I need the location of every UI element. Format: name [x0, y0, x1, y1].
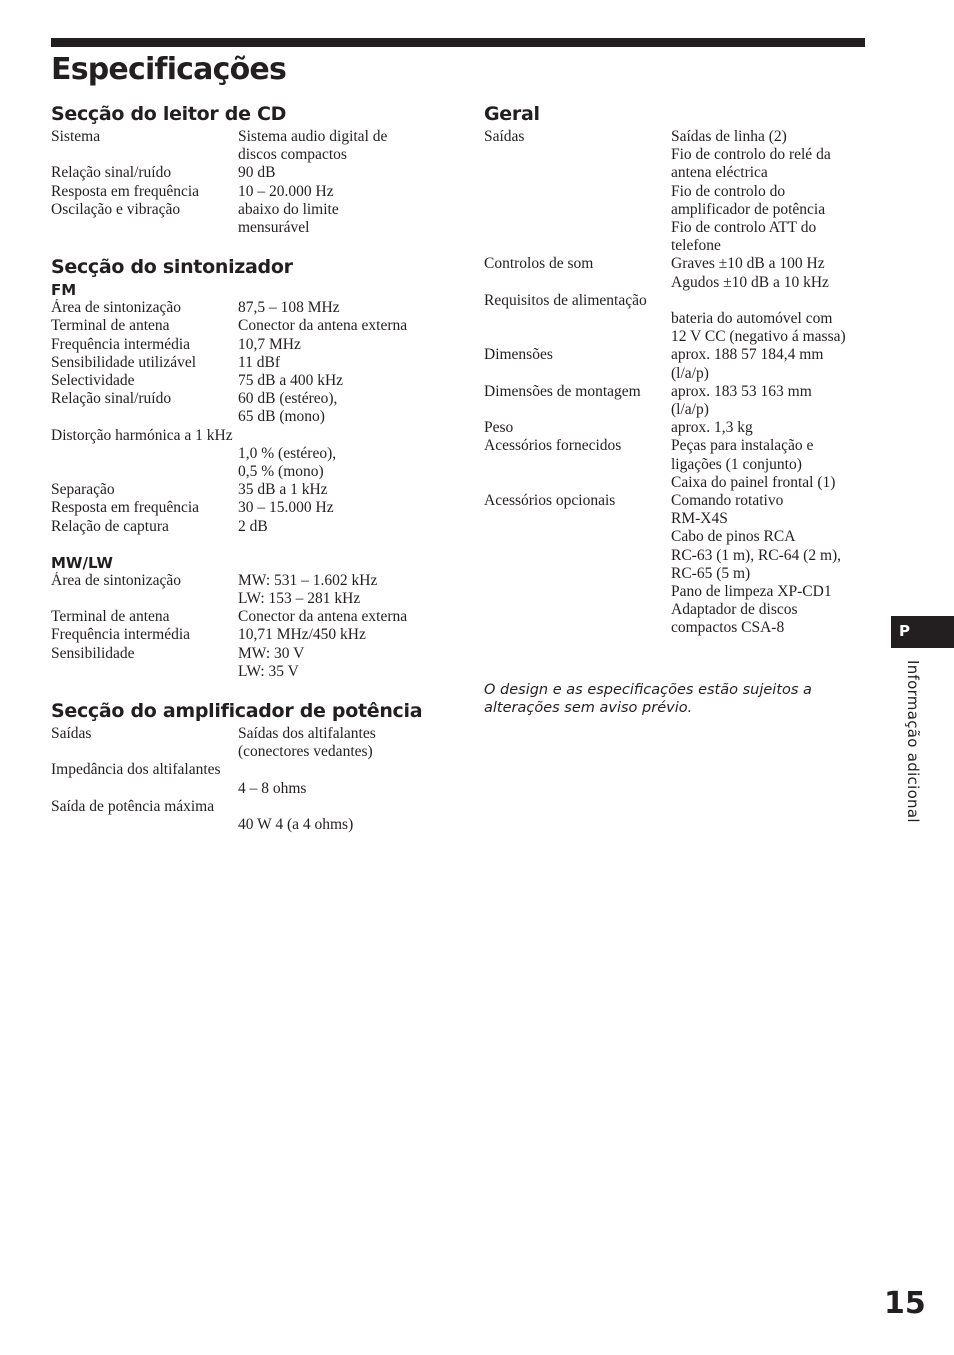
- spec-value-line: MW: 531 – 1.602 kHz: [238, 571, 378, 589]
- spec-value-line: 4 – 8 ohms: [238, 779, 307, 797]
- spec-value-line: RC-65 (5 m): [671, 564, 751, 582]
- spec-value-line: LW: 153 – 281 kHz: [238, 590, 361, 608]
- spec-row: [484, 492, 869, 638]
- spec-value: [238, 183, 451, 201]
- side-section-label-text: Informação adicional: [904, 660, 922, 823]
- spec-label: Frequência intermédia: [51, 335, 191, 353]
- spec-value-line: discos compactos: [238, 146, 347, 164]
- spec-row: [51, 725, 451, 761]
- spec-row: [484, 419, 869, 437]
- spec-row: [51, 518, 451, 536]
- spec-value-line: (l/a/p): [671, 401, 709, 419]
- spec-value-line: 1,0 % (estéreo),: [238, 444, 337, 462]
- spec-label: Saídas: [51, 725, 92, 743]
- spec-row: [51, 372, 451, 390]
- spec-value: [671, 255, 869, 291]
- spec-value-line: aprox. 1,3 kg: [671, 419, 753, 437]
- spec-value-line: 11 dBf: [238, 353, 281, 371]
- spec-value-line: RM-X4S: [671, 510, 728, 528]
- spec-value-line: mensurável: [238, 219, 310, 237]
- spec-label: Dimensões: [484, 346, 553, 364]
- spec-value-line: Cabo de pinos RCA: [671, 528, 796, 546]
- spec-row: [51, 427, 451, 482]
- spec-row: [51, 183, 451, 201]
- spec-value-line: aprox. 188 57 184,4 mm: [671, 346, 824, 364]
- spec-value-line: ligações (1 conjunto): [671, 455, 802, 473]
- spec-row: [51, 354, 451, 372]
- spec-value-line: 75 dB a 400 kHz: [238, 372, 344, 390]
- spec-row: [51, 128, 451, 164]
- spec-label: Oscilação e vibração: [51, 200, 181, 218]
- spec-label: Selectividade: [51, 372, 135, 390]
- spec-row: [51, 201, 451, 237]
- amp-spec-list: [51, 725, 451, 834]
- spec-value-line: 40 W 4 (a 4 ohms): [238, 816, 354, 834]
- spec-row: [484, 292, 869, 347]
- spec-value: [671, 437, 869, 492]
- spec-label: Acessórios fornecidos: [484, 437, 622, 455]
- tuner-section-heading: Secção do sintonizador: [51, 256, 293, 279]
- spec-value-line: 10,7 MHz: [238, 335, 301, 353]
- right-column: [484, 102, 869, 638]
- spec-value: [238, 336, 451, 354]
- spec-value-line: Fio de controlo do: [671, 182, 786, 200]
- spec-row: [51, 761, 451, 797]
- spec-value: [238, 481, 451, 499]
- spec-label: Frequência intermédia: [51, 626, 191, 644]
- spec-label: Saídas: [484, 128, 525, 145]
- spec-row: [51, 608, 451, 626]
- spec-row: [51, 299, 451, 317]
- spec-row: [484, 255, 869, 291]
- spec-value: [238, 780, 451, 798]
- spec-row: [51, 626, 451, 644]
- spec-value: [238, 128, 451, 164]
- spec-value-line: 10 – 20.000 Hz: [238, 182, 334, 200]
- spec-value-line: 12 V CC (negativo á massa): [671, 328, 846, 346]
- spec-label: Terminal de antena: [51, 608, 170, 626]
- spec-value-line: Fio de controlo do relé da: [671, 146, 831, 164]
- page-title: Especificações: [51, 52, 286, 87]
- spec-label: Relação sinal/ruído: [51, 164, 172, 182]
- spec-row: [51, 317, 451, 335]
- spec-row: [484, 346, 869, 382]
- spec-row: [51, 481, 451, 499]
- spec-value-line: (l/a/p): [671, 364, 709, 382]
- top-rule: [51, 38, 865, 47]
- spec-value-line: amplificador de potência: [671, 200, 826, 218]
- spec-value-line: 60 dB (estéreo),: [238, 390, 338, 408]
- spec-row: [51, 798, 451, 834]
- disclaimer-note: O design e as especificações estão sujeitos a alterações sem aviso prévio.: [484, 682, 812, 716]
- spec-value: [238, 317, 451, 335]
- spec-row: [51, 164, 451, 182]
- spec-value-line: Conector da antena externa: [238, 608, 408, 626]
- amp-section-heading: Secção do amplificador de potência: [51, 700, 423, 723]
- spec-value-line: 2 dB: [238, 517, 268, 535]
- spec-label: Resposta em frequência: [51, 499, 200, 517]
- spec-value: [671, 383, 869, 419]
- spec-value: [238, 725, 451, 761]
- spec-value: [238, 390, 451, 426]
- spec-row: [484, 383, 869, 419]
- spec-value: [671, 346, 869, 382]
- spec-value-line: (conectores vedantes): [238, 743, 373, 761]
- spec-value: [671, 492, 869, 638]
- spec-label: Separação: [51, 481, 115, 499]
- spec-value-line: Saídas de linha (2): [671, 128, 787, 145]
- spec-value-line: LW: 35 V: [238, 662, 299, 680]
- spec-value-line: 87,5 – 108 MHz: [238, 299, 340, 317]
- spec-value-line: RC-63 (1 m), RC-64 (2 m),: [671, 546, 842, 564]
- spec-label: Área de sintonização: [51, 571, 181, 589]
- language-tab: [891, 616, 954, 648]
- spec-value: [238, 816, 451, 834]
- spec-label: Saída de potência máxima: [51, 797, 215, 815]
- spec-row: [484, 128, 869, 255]
- general-spec-list: [484, 128, 869, 638]
- page-number: 15: [884, 1286, 926, 1321]
- spec-label: Dimensões de montagem: [484, 382, 641, 400]
- spec-value-line: Peças para instalação e: [671, 437, 814, 455]
- spec-value: [238, 518, 451, 536]
- spec-value: [238, 372, 451, 390]
- cd-section-heading: Secção do leitor de CD: [51, 103, 287, 125]
- spec-row: [51, 336, 451, 354]
- spec-row: [51, 390, 451, 426]
- spec-value-line: 35 dB a 1 kHz: [238, 481, 328, 499]
- spec-value-line: Caixa do painel frontal (1): [671, 473, 836, 491]
- spec-value: [238, 164, 451, 182]
- spec-value-line: 90 dB: [238, 164, 276, 182]
- spec-value-line: telefone: [671, 237, 721, 255]
- spec-value: [238, 201, 451, 237]
- spec-label: Requisitos de alimentação: [484, 291, 647, 309]
- spec-label: Controlos de som: [484, 255, 594, 273]
- spec-row: [51, 499, 451, 517]
- mw-lw-subheading: MW/LW: [51, 553, 113, 572]
- spec-value-line: Sistema audio digital de: [238, 128, 388, 145]
- spec-value: [238, 608, 451, 626]
- spec-label: Peso: [484, 419, 514, 437]
- spec-row: [484, 437, 869, 492]
- spec-label: Impedância dos altifalantes: [51, 761, 221, 779]
- mw-lw-spec-list: [51, 572, 451, 681]
- spec-value: [671, 128, 869, 255]
- spec-label: Sistema: [51, 128, 101, 145]
- fm-spec-list: [51, 299, 451, 536]
- spec-value-line: Comando rotativo: [671, 492, 784, 510]
- spec-value-line: Saídas dos altifalantes: [238, 725, 376, 743]
- spec-label: Área de sintonização: [51, 299, 181, 317]
- cd-spec-list: [51, 128, 451, 237]
- spec-value: [238, 445, 451, 481]
- spec-value-line: Graves ±10 dB a 100 Hz: [671, 255, 825, 273]
- left-column: [51, 102, 451, 834]
- fm-subheading: FM: [51, 281, 77, 300]
- spec-label: Terminal de antena: [51, 317, 170, 335]
- spec-value-line: Conector da antena externa: [238, 317, 408, 335]
- spec-label: Relação sinal/ruído: [51, 390, 172, 408]
- spec-value-line: 30 – 15.000 Hz: [238, 499, 334, 517]
- spec-value-line: Agudos ±10 dB a 10 kHz: [671, 273, 829, 291]
- spec-value-line: MW: 30 V: [238, 644, 305, 662]
- spec-value-line: aprox. 183 53 163 mm: [671, 382, 812, 400]
- spec-value-line: 65 dB (mono): [238, 408, 325, 426]
- spec-value-line: compactos CSA-8: [671, 619, 785, 637]
- side-section-label: [900, 660, 922, 845]
- general-section-heading: Geral: [484, 103, 540, 125]
- spec-value: [238, 626, 451, 644]
- spec-label: Sensibilidade utilizável: [51, 353, 197, 371]
- spec-label: Acessórios opcionais: [484, 492, 616, 510]
- spec-value: [238, 499, 451, 517]
- spec-value: [671, 419, 869, 437]
- spec-row: [51, 572, 451, 608]
- spec-label: Sensibilidade: [51, 644, 135, 662]
- spec-value-line: abaixo do limite: [238, 200, 339, 218]
- spec-value-line: Fio de controlo ATT do: [671, 219, 817, 237]
- spec-value-line: bateria do automóvel com: [671, 310, 833, 328]
- spec-label: Resposta em frequência: [51, 182, 200, 200]
- spec-value: [238, 354, 451, 372]
- spec-label: Distorção harmónica a 1 kHz: [51, 426, 233, 444]
- spec-value: [238, 299, 451, 317]
- spec-value: [238, 572, 451, 608]
- spec-value-line: Adaptador de discos: [671, 601, 798, 619]
- spec-value-line: Pano de limpeza XP-CD1: [671, 583, 832, 601]
- spec-value: [671, 310, 869, 346]
- spec-value-line: 10,71 MHz/450 kHz: [238, 626, 366, 644]
- spec-value-line: antena eléctrica: [671, 164, 768, 182]
- spec-label: Relação de captura: [51, 517, 169, 535]
- spec-row: [51, 645, 451, 681]
- language-tab-letter: P: [899, 622, 910, 640]
- spec-value-line: 0,5 % (mono): [238, 463, 324, 481]
- spec-value: [238, 645, 451, 681]
